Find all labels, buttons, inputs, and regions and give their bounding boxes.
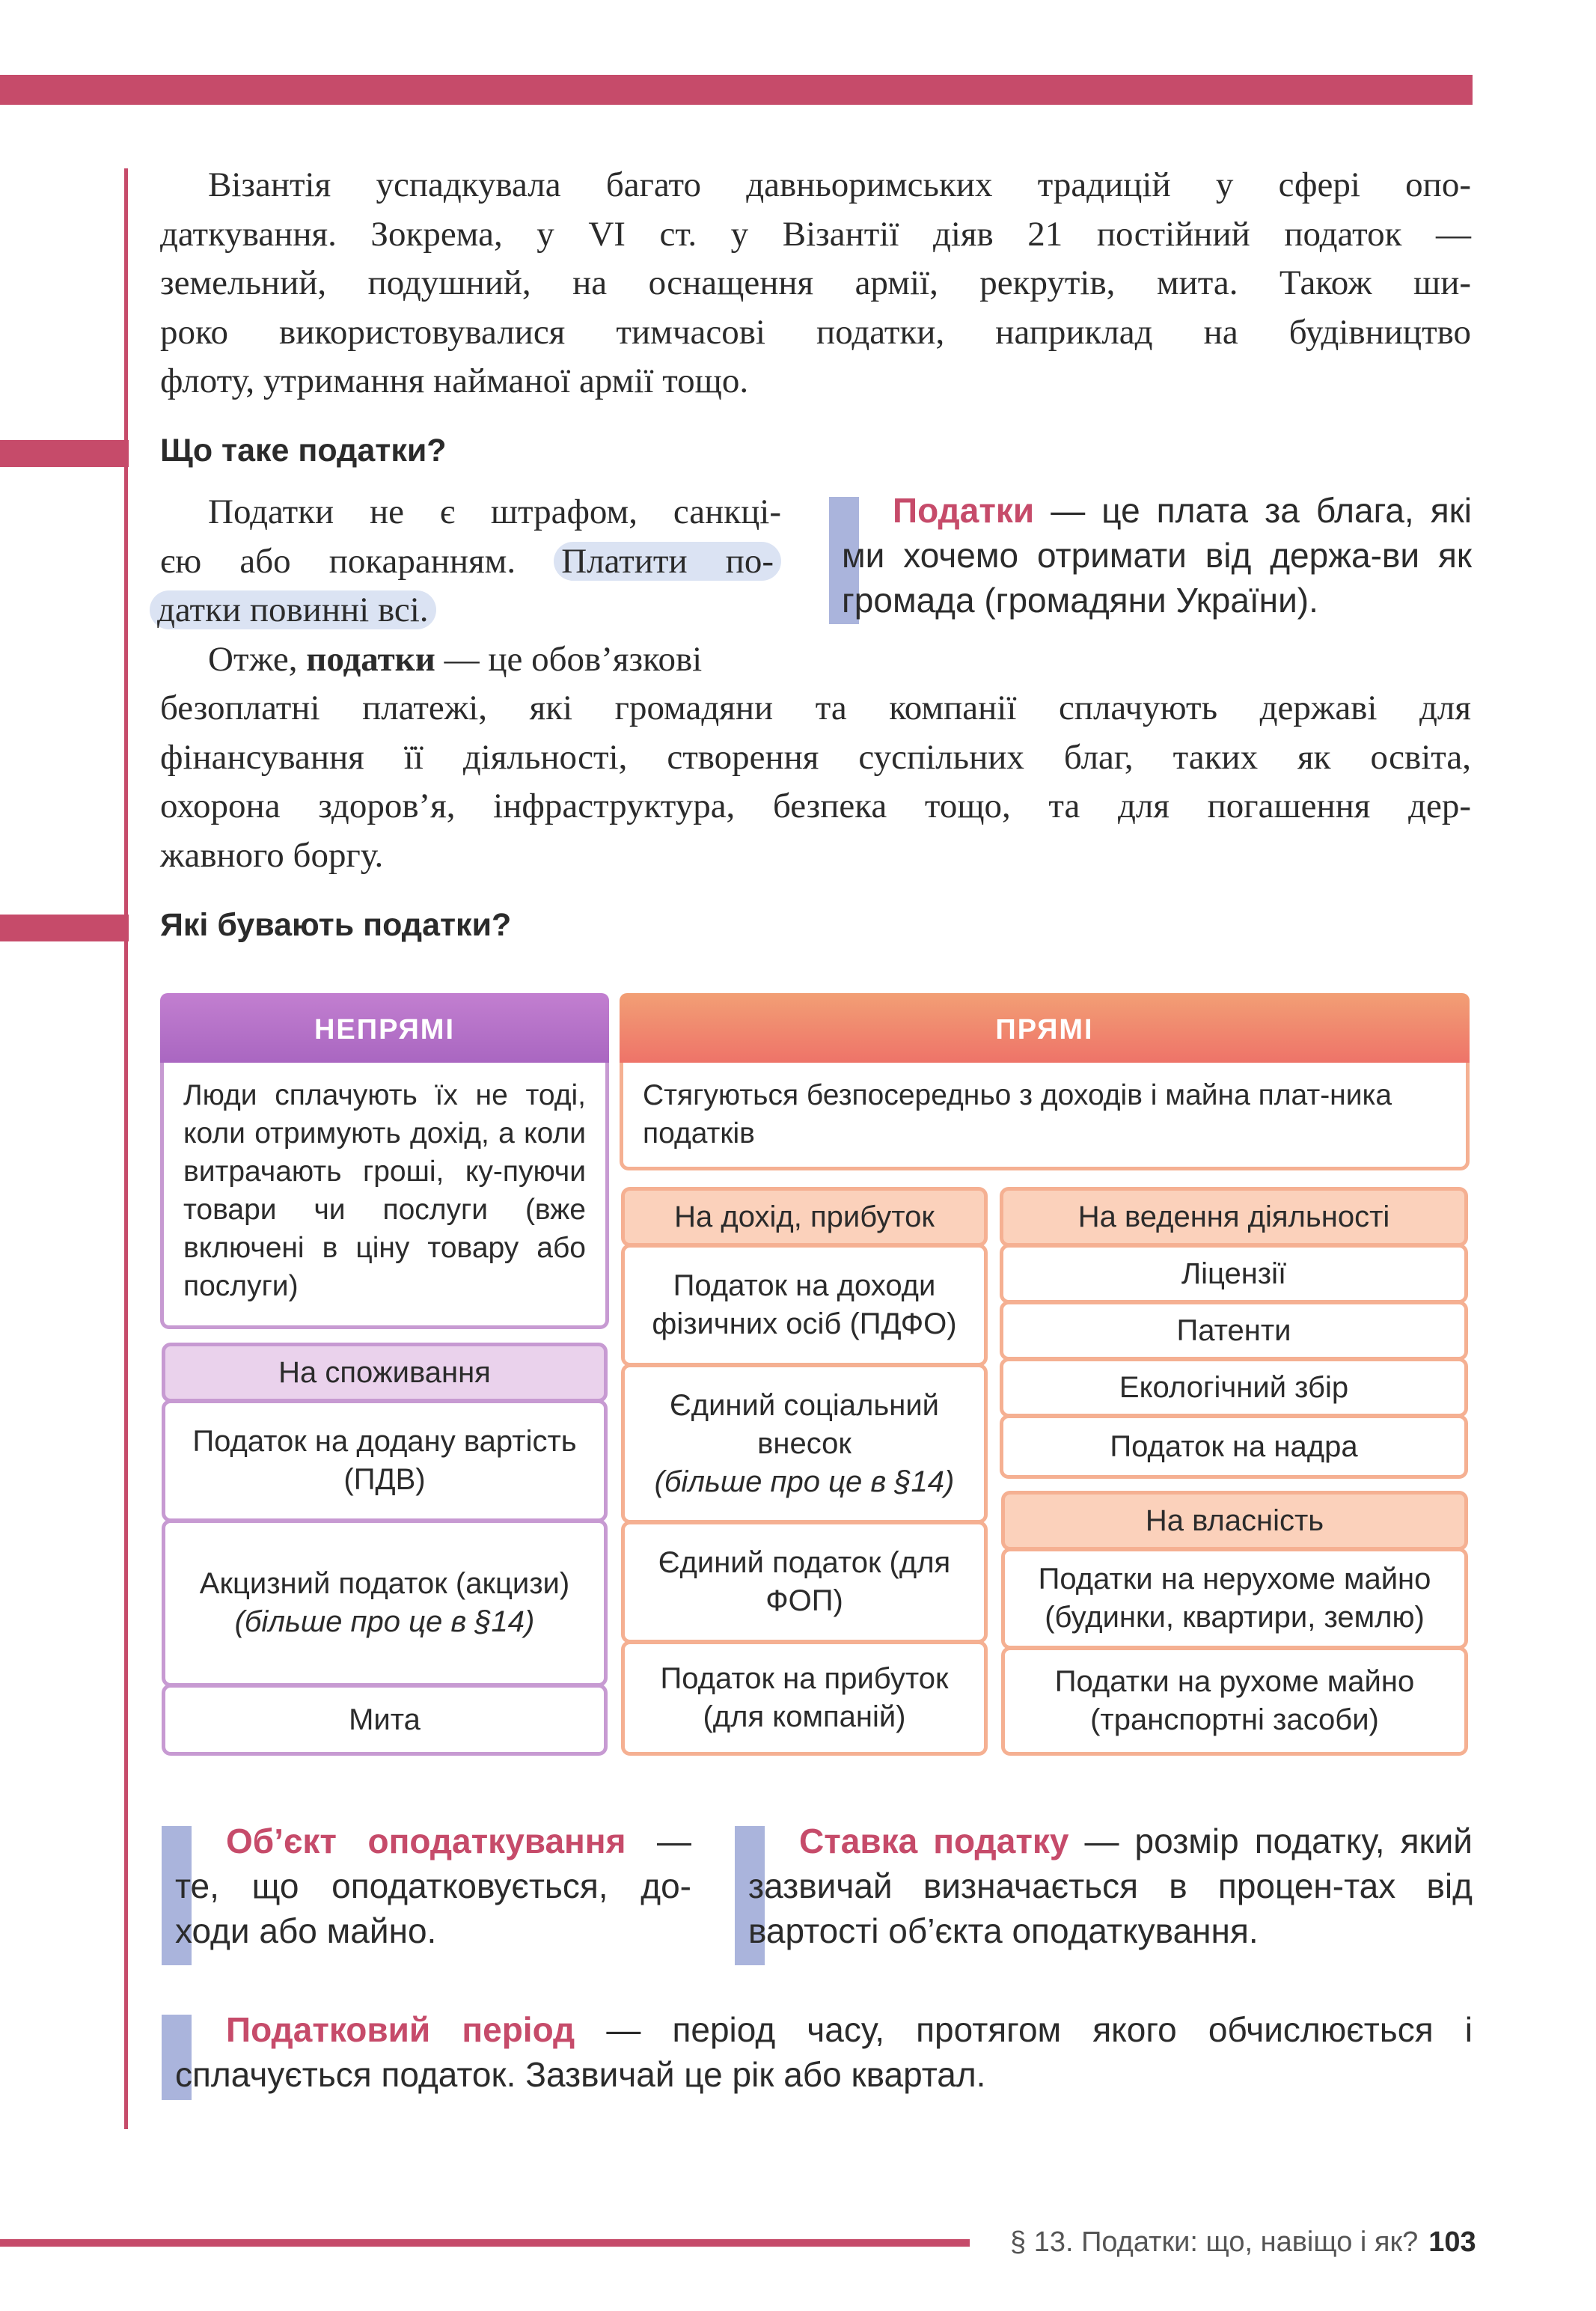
definition-taxes — [842, 488, 1472, 623]
text-span: Отже, — [208, 639, 307, 679]
text-line — [160, 635, 781, 685]
single-tax-box: Єдиний податок (для ФОП) — [621, 1521, 988, 1643]
activity-header: На ведення діяльності — [1000, 1187, 1468, 1247]
page-number: 103 — [1428, 2226, 1476, 2258]
definition-text: — період часу, протягом якого обчислюється і сплачується податок. Зазвичай це рік або квартал. — [175, 2010, 1473, 2094]
indirect-taxes-description: Люди сплачують їх не тоді, коли отримують дохід, а коли витрачають гроші, ку-пуючи товари чи послуги (вже включені в ціну товару або послуги) — [160, 1063, 609, 1329]
definition-term: Об’єкт оподаткування — [226, 1822, 626, 1860]
text-line: Податки не є штрафом, санкці- — [208, 492, 781, 531]
licenses-box: Ліцензії — [1000, 1244, 1468, 1304]
income-header: На дохід, прибуток — [621, 1187, 988, 1247]
text-line — [160, 537, 781, 587]
intro-line: флоту, утримання найманої армії тощо. — [160, 361, 749, 400]
section1-rest-text — [160, 684, 1471, 880]
intro-line: Візантія успадкувала багато давньоримських традицій у сфері опо- — [208, 165, 1471, 204]
eco-fee-box: Екологічний збір — [1000, 1358, 1468, 1417]
definition-period — [175, 2007, 1473, 2097]
direct-taxes-header: ПРЯМІ — [620, 993, 1470, 1066]
property-header: На власність — [1001, 1491, 1468, 1551]
heading-marker — [0, 440, 129, 467]
esv-note: (більше про це в §14) — [654, 1465, 955, 1498]
esv-box — [621, 1364, 988, 1524]
esv-label: Єдиний соціальний внесок — [669, 1388, 940, 1460]
highlighted-text: датки повинні всі. — [150, 590, 436, 629]
excise-note: (більше про це в §14) — [234, 1605, 535, 1638]
definition-term: Податки — [893, 491, 1035, 530]
excise-box — [162, 1519, 608, 1687]
footer-accent-line — [0, 2239, 970, 2247]
definition-term: Податковий період — [226, 2010, 575, 2049]
heading-marker — [0, 915, 129, 941]
text-line: жавного боргу. — [160, 835, 384, 875]
subsoil-box: Податок на надра — [1000, 1414, 1468, 1479]
movable-property-box: Податки на рухоме майно (транспортні засоби) — [1001, 1646, 1468, 1756]
duties-box: Мита — [162, 1684, 608, 1756]
section-heading-what-are-taxes: Що таке податки? — [160, 433, 447, 468]
profit-tax-box: Податок на прибуток (для компаній) — [621, 1640, 988, 1756]
text-line: фінансування її діяльності, створення суспільних благ, таких як освіта, — [160, 737, 1471, 777]
definition-text: — те, що оподатковується, до-ходи або майно. — [175, 1822, 691, 1950]
definition-text: — це плата за блага, які ми хочемо отримати від держа-ви як громада (громадяни України). — [842, 491, 1472, 620]
text-line — [157, 586, 781, 635]
pit-box: Податок на доходи фізичних осіб (ПДФО) — [621, 1244, 988, 1367]
patents-box: Патенти — [1000, 1301, 1468, 1361]
intro-paragraph — [160, 161, 1471, 406]
section-heading-tax-types: Які бувають податки? — [160, 907, 512, 943]
footer-section-title: § 13. Податки: що, навіщо і як? — [1010, 2226, 1419, 2258]
excise-label: Акцизний податок (акцизи) — [199, 1567, 570, 1600]
text-line: охорона здоров’я, інфраструктура, безпека тощо, та для погашення дер- — [160, 787, 1471, 825]
vat-box: Податок на додану вартість (ПДВ) — [162, 1399, 608, 1522]
consumption-header: На споживання — [162, 1343, 608, 1402]
definition-object — [175, 1819, 691, 1953]
bold-term: податки — [306, 639, 435, 679]
highlighted-text: Платити по- — [554, 542, 781, 581]
real-estate-box: Податки на нерухоме майно (будинки, квартири, землю) — [1001, 1548, 1468, 1649]
intro-line: даткування. Зокрема, у VI ст. у Візантії діяв 21 постійний податок — — [160, 214, 1471, 254]
text-span: єю або покаранням. — [160, 541, 554, 581]
definition-rate — [748, 1819, 1473, 1953]
direct-taxes-description: Стягуються безпосередньо з доходів і майна плат-ника податків — [620, 1063, 1470, 1170]
intro-line: земельний, подушний, на оснащення армії, рекрутів, мита. Також ши- — [160, 263, 1471, 302]
definition-term: Ставка податку — [799, 1822, 1069, 1860]
definition-text: — розмір податку, який зазвичай визначається в процен-тах від вартості об’єкта оподаткування. — [748, 1822, 1473, 1950]
indirect-taxes-header: НЕПРЯМІ — [160, 993, 609, 1066]
intro-line: роко використовувалися тимчасові податки, наприклад на будівництво — [160, 312, 1471, 352]
page-footer — [1010, 2226, 1476, 2259]
top-accent-bar — [0, 75, 1473, 105]
section1-left-text — [157, 488, 781, 684]
text-span: — це обов’язкові — [435, 639, 703, 679]
text-line: безоплатні платежі, які громадяни та компанії сплачують державі для — [160, 689, 1471, 727]
